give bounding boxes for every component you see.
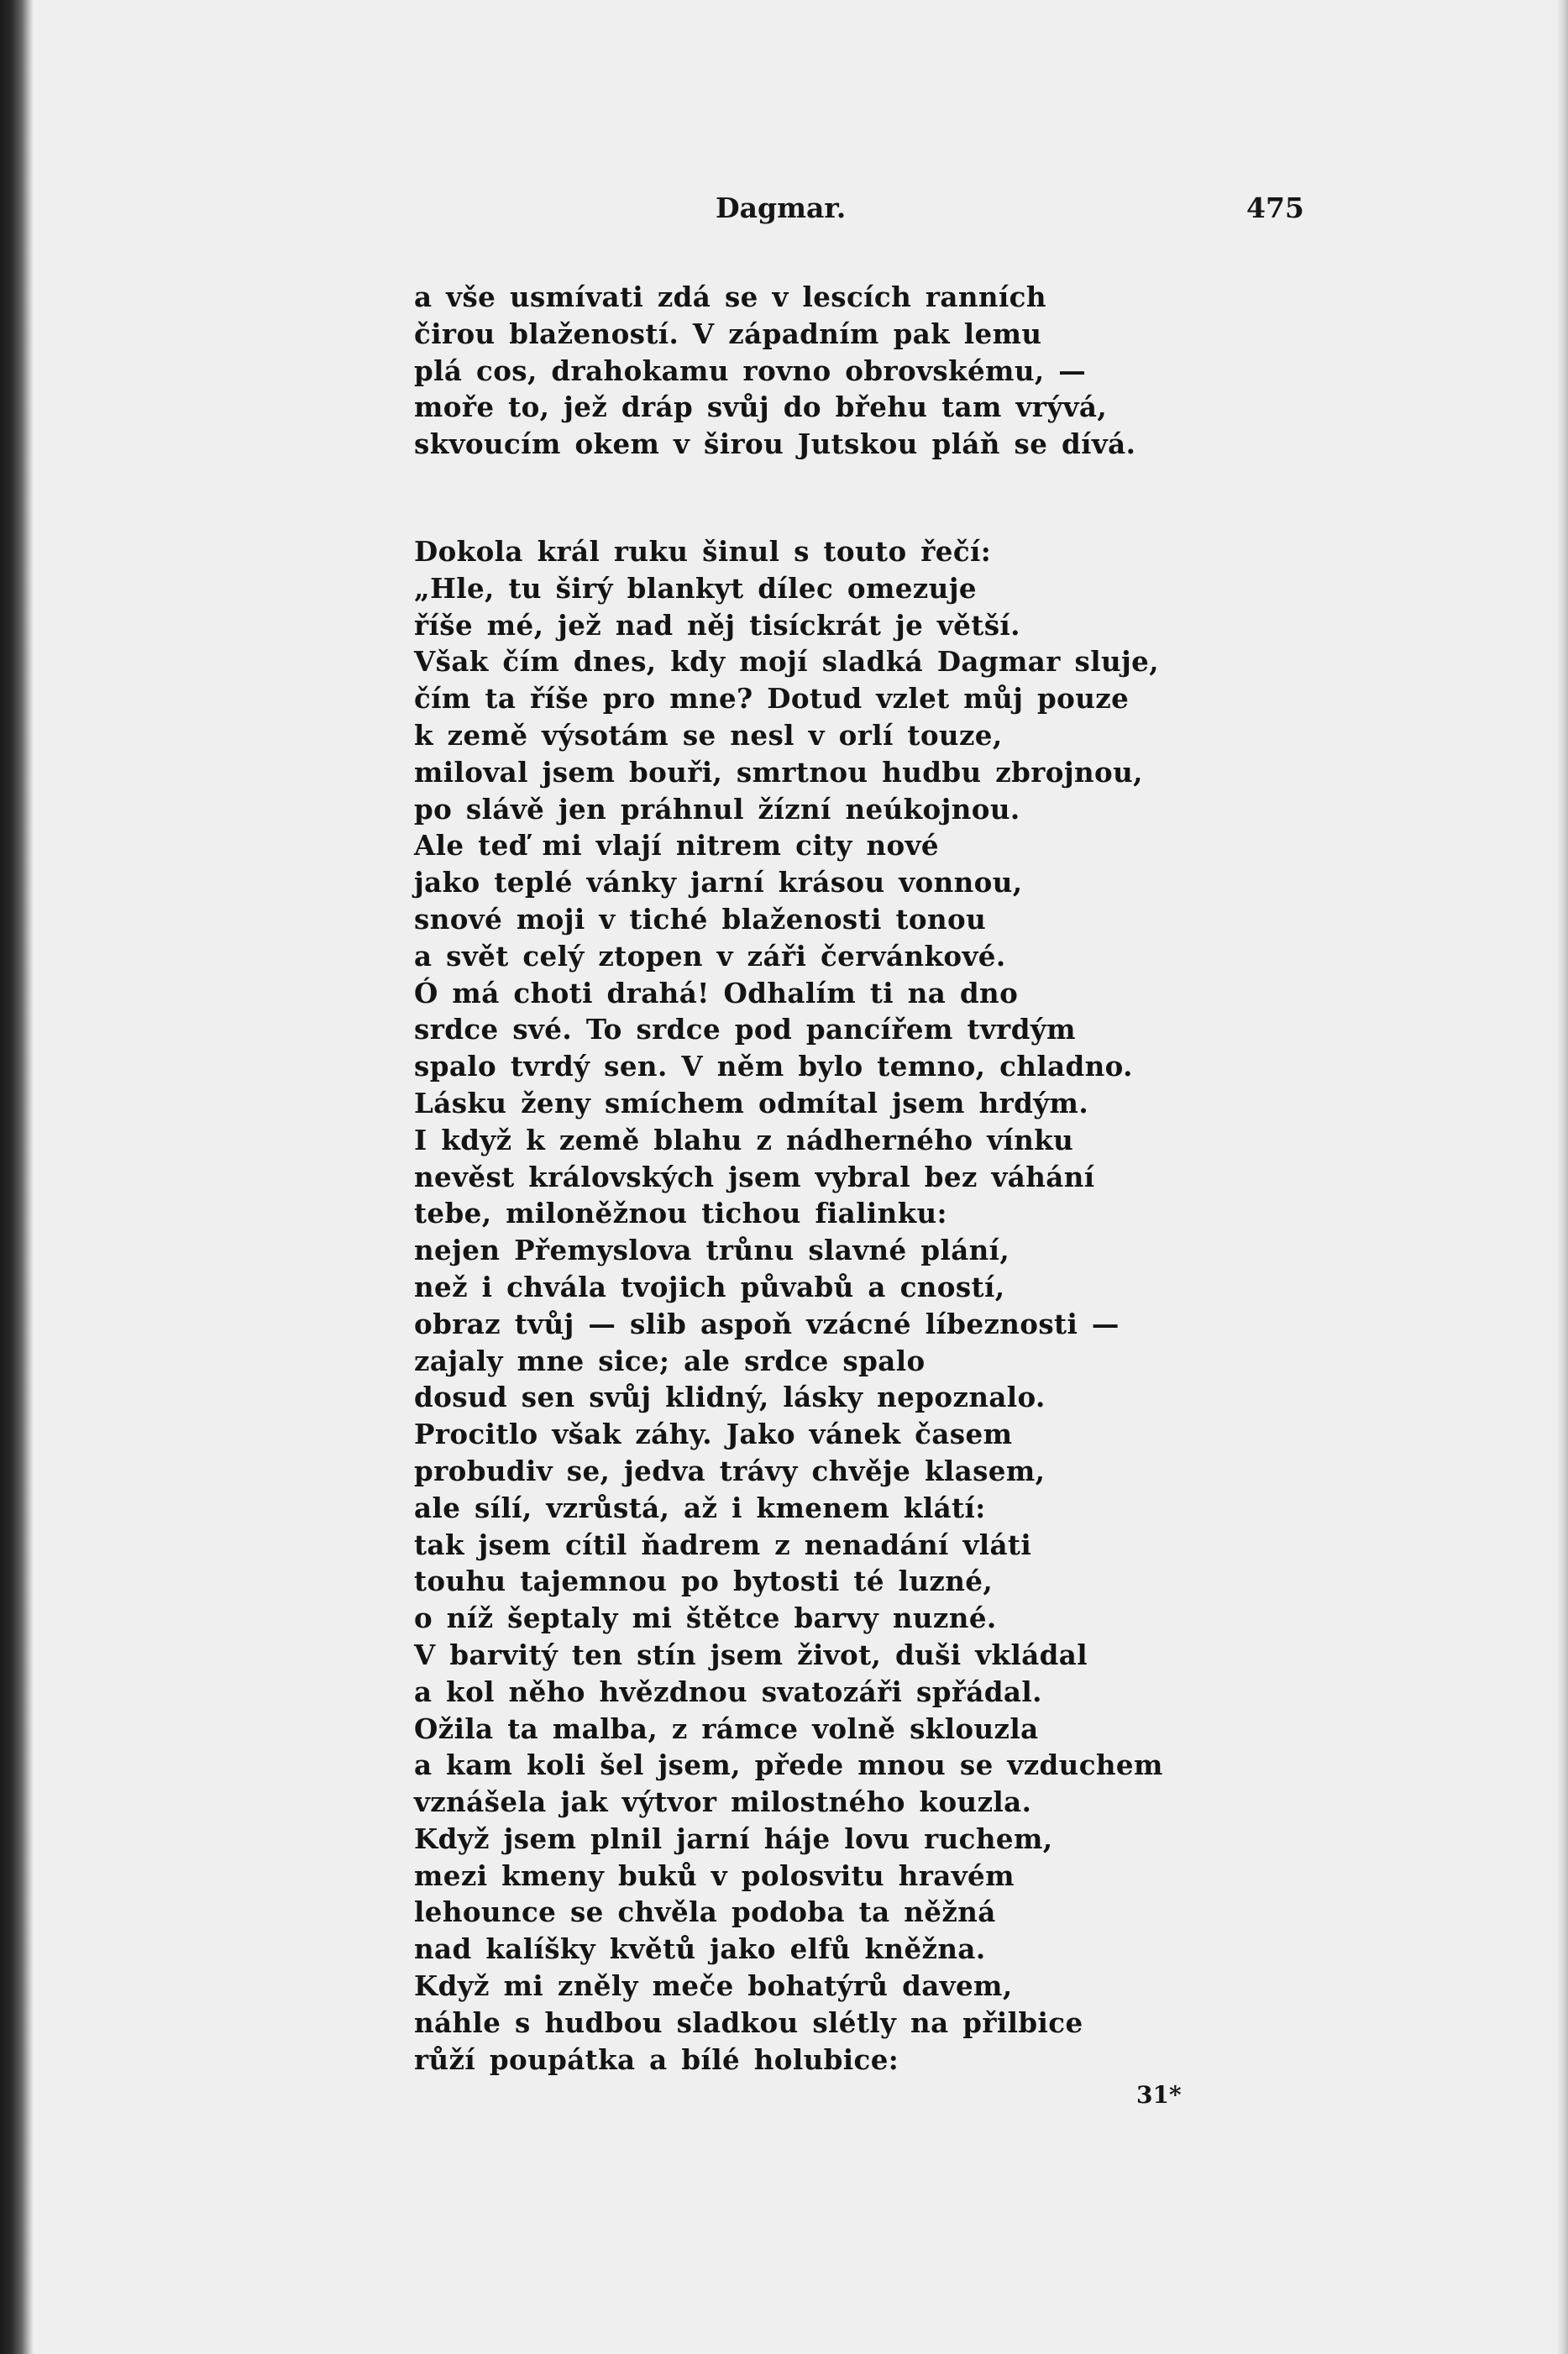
verse-line: nad kalíšky květů jako elfů kněžna. — [414, 1932, 986, 1966]
verse-line: Procitlo však záhy. Jako vánek časem — [414, 1418, 1013, 1451]
verse-line: skvoucím okem v širou Jutskou pláň se dívá. — [414, 427, 1136, 461]
verse-line: spalo tvrdý sen. V něm bylo temno, chladno. — [414, 1050, 1133, 1083]
verse-line: probudiv se, jedva trávy chvěje klasem, — [414, 1454, 1046, 1487]
verse-line: snové moji v tiché blaženosti tonou — [414, 902, 987, 936]
verse-line: Když jsem plnil jarní háje lovu ruchem, — [414, 1822, 1053, 1855]
verse-line: po slávě jen práhnul žízní neúkojnou. — [414, 792, 1020, 826]
verse-line: nevěst královských jsem vybral bez váhání — [414, 1160, 1095, 1193]
verse-line: I když k země blahu z nádherného vínku — [414, 1123, 1074, 1156]
page-header — [0, 191, 1568, 233]
book-binding-edge — [0, 0, 34, 2354]
verse-line: a kam koli šel jsem, přede mnou se vzduchem — [414, 1748, 1163, 1782]
verse-line: plá cos, drahokamu rovno obrovskému, — — [414, 354, 1087, 387]
verse-line: „Hle, tu širý blankyt dílec omezuje — [414, 571, 977, 605]
verse-line: než i chvála tvojich půvabů a cností, — [414, 1270, 1005, 1303]
verse-line: srdce své. To srdce pod pancířem tvrdým — [414, 1013, 1076, 1046]
verse-line: obraz tvůj — slib aspoň vzácné líbeznosti — — [414, 1307, 1120, 1340]
verse-line: čirou blažeností. V západním pak lemu — [414, 317, 1042, 350]
printer-signature-mark: 31* — [1136, 2081, 1182, 2109]
verse-line: o níž šeptaly mi štětce barvy nuzné. — [414, 1602, 997, 1635]
running-title: Dagmar. — [716, 191, 847, 224]
verse-line: Ožila ta malba, z rámce volně sklouzla — [414, 1712, 1039, 1745]
verse-line: Však čím dnes, kdy mojí sladká Dagmar sluje, — [414, 645, 1159, 679]
verse-line: růží poupátka a bílé holubice: — [414, 2042, 899, 2076]
verse-line: tak jsem cítil ňadrem z nenadání vláti — [414, 1528, 1032, 1561]
verse-line: zajaly mne sice; ale srdce spalo — [414, 1344, 926, 1377]
verse-line: a svět celý ztopen v záři červánkové. — [414, 939, 1006, 973]
verse-line: Ó má choti drahá! Odhalím ti na dno — [414, 976, 1019, 1009]
verse-line: miloval jsem bouři, smrtnou hudbu zbrojnou, — [414, 755, 1143, 789]
verse-line: Ale teď mi vlají nitrem city nové — [414, 829, 939, 862]
verse-line: nejen Přemyslova trůnu slavné plání, — [414, 1234, 1010, 1267]
verse-line: Lásku ženy smíchem odmítal jsem hrdým. — [414, 1086, 1089, 1119]
page-right-edge — [1556, 0, 1568, 2354]
stanza-1 — [414, 279, 1135, 463]
stanza-2 — [414, 533, 1163, 2078]
verse-line: lehounce se chvěla podoba ta něžná — [414, 1895, 996, 1929]
verse-line: a kol něho hvězdnou svatozáři spřádal. — [414, 1675, 1042, 1708]
verse-line: ale sílí, vzrůstá, až i kmenem klátí: — [414, 1491, 986, 1524]
verse-line: V barvitý ten stín jsem život, duši vkládal — [414, 1638, 1088, 1671]
verse-line: náhle s hudbou sladkou slétly na přilbice — [414, 2005, 1083, 2039]
verse-line: k země výsotám se nesl v orlí touze, — [414, 718, 1003, 752]
verse-line: Dokola král ruku šinul s touto řečí: — [414, 535, 992, 568]
verse-line: vznášela jak výtvor milostného kouzla. — [414, 1785, 1032, 1819]
verse-line: dosud sen svůj klidný, lásky nepoznalo. — [414, 1381, 1046, 1414]
verse-line: Když mi zněly meče bohatýrů davem, — [414, 1969, 1013, 2003]
verse-line: touhu tajemnou po bytosti té luzné, — [414, 1565, 994, 1598]
verse-line: tebe, miloněžnou tichou fialinku: — [414, 1197, 947, 1230]
verse-line: čím ta říše pro mne? Dotud vzlet můj pouze — [414, 682, 1130, 716]
verse-line: moře to, jež dráp svůj do břehu tam vrývá, — [414, 391, 1108, 424]
verse-line: a vše usmívati zdá se v lescích ranních — [414, 280, 1046, 313]
page-number: 475 — [1246, 191, 1304, 224]
verse-line: říše mé, jež nad něj tisíckrát je větší. — [414, 608, 1020, 642]
verse-line: mezi kmeny buků v polosvitu hravém — [414, 1859, 1015, 1892]
verse-line: jako teplé vánky jarní krásou vonnou, — [414, 866, 1023, 899]
